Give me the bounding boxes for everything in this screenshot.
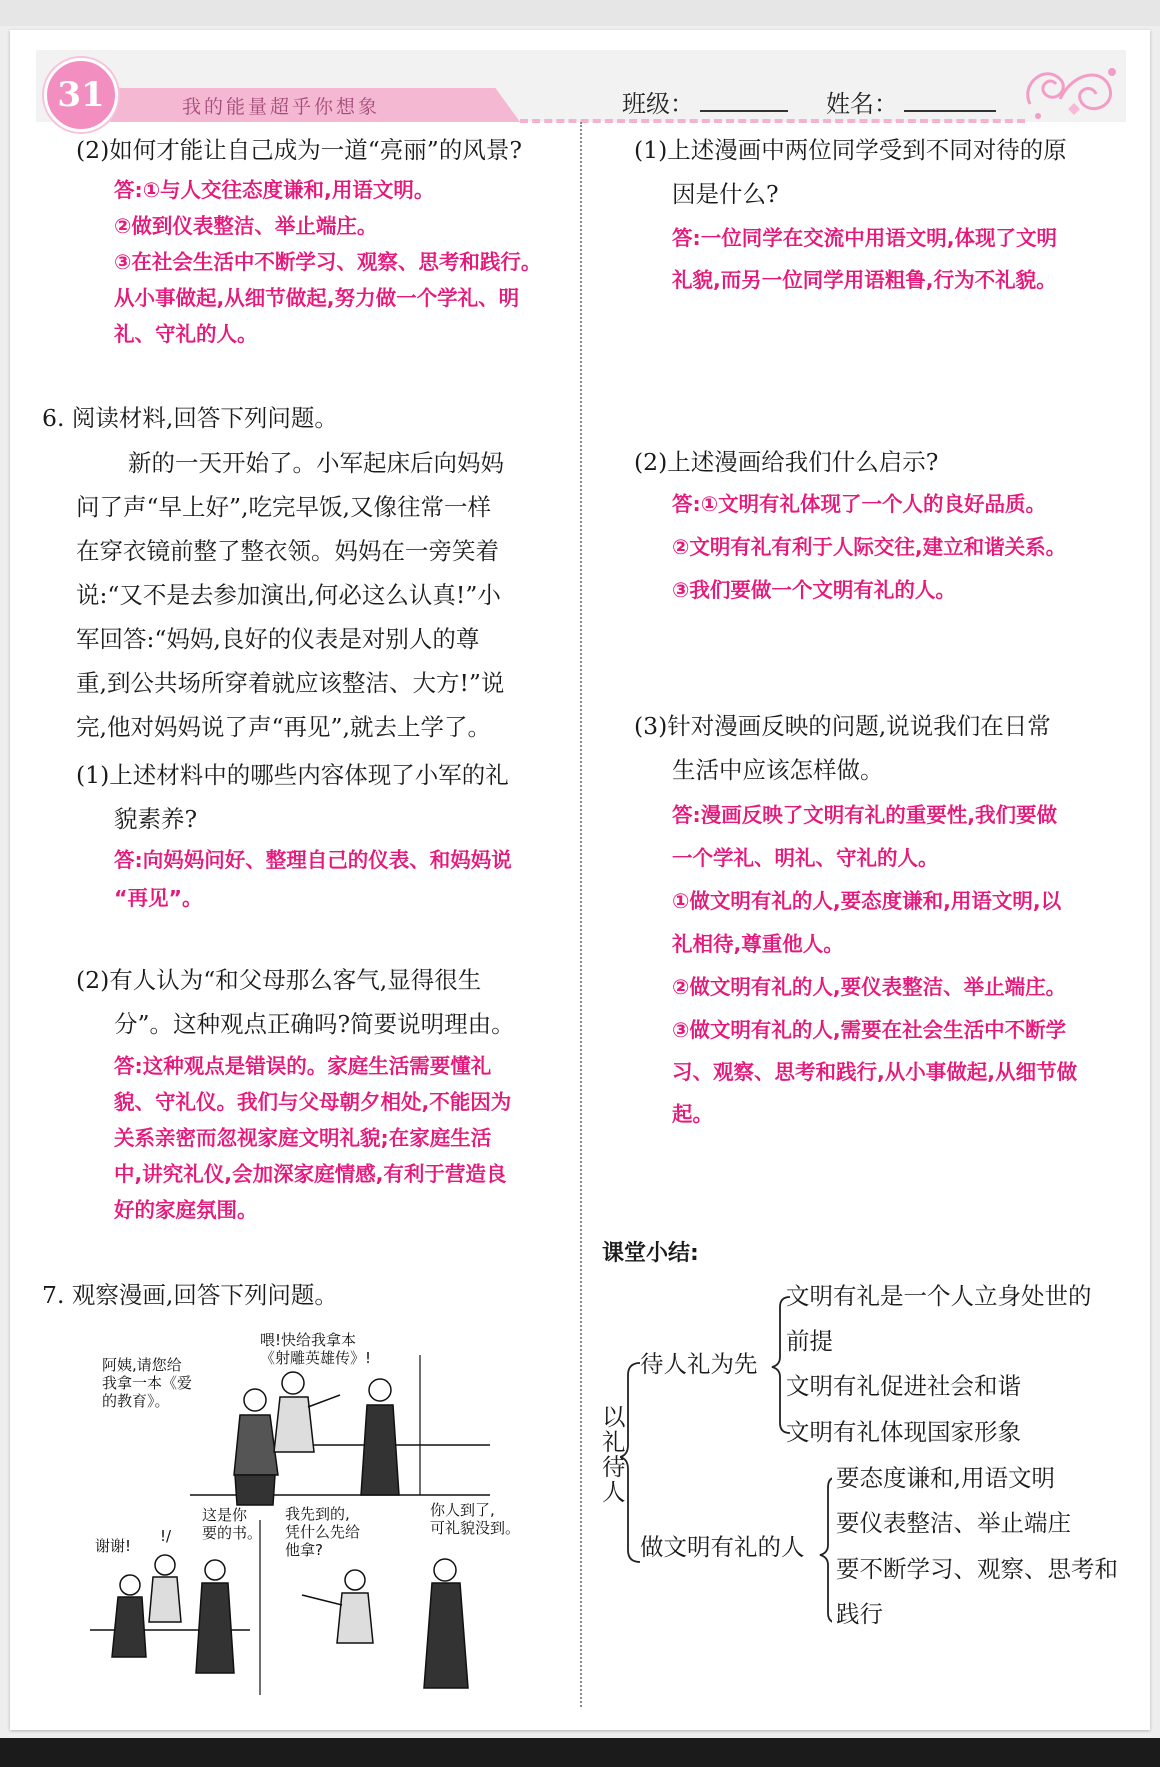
cartoon-bubble-2-line-1: 喂!快给我拿本 bbox=[260, 1331, 357, 1349]
cartoon-bubble-6-line-1: 我先到的, bbox=[285, 1505, 350, 1523]
q7-3-answer-line-5: ②做文明有礼的人,要仪表整洁、举止端庄。 bbox=[672, 975, 1067, 999]
q6-material-line-6: 重,到公共场所穿着就应该整洁、大方!”说 bbox=[76, 669, 505, 697]
q7-2-answer-line-3: ③我们要做一个文明有礼的人。 bbox=[672, 578, 956, 602]
q6-2-title-line-2: 分”。这种观点正确吗?简要说明理由。 bbox=[114, 1010, 515, 1038]
header-slogan: 我的能量超乎你想象 bbox=[182, 96, 381, 118]
summary-branch-2: 做文明有礼的人 bbox=[640, 1533, 805, 1561]
class-blank bbox=[700, 110, 788, 112]
cartoon-bubble-4: !/ bbox=[160, 1527, 172, 1545]
q7-1-answer-line-2: 礼貌,而另一位同学用语粗鲁,行为不礼貌。 bbox=[672, 268, 1057, 292]
page-number: 31 bbox=[44, 58, 118, 132]
cartoon-bubble-2-line-2: 《射雕英雄传》! bbox=[260, 1349, 372, 1367]
q6-2-answer-line-2: 貌、守礼仪。我们与父母朝夕相处,不能因为 bbox=[114, 1090, 512, 1114]
q6-1-answer-line-2: “再见”。 bbox=[114, 886, 203, 910]
summary-branch-2-item-2: 要仪表整洁、举止端庄 bbox=[836, 1509, 1071, 1537]
cartoon-bubble-5-line-1: 这是你 bbox=[202, 1506, 248, 1524]
q6-material-line-1: 新的一天开始了。小军起床后向妈妈 bbox=[128, 449, 504, 477]
cartoon-bubble-1-line-1: 阿姨,请您给 bbox=[102, 1356, 182, 1374]
cartoon-bubble-3: 谢谢! bbox=[95, 1537, 132, 1555]
q2-answer-line-3: ③在社会生活中不断学习、观察、思考和践行。 bbox=[114, 250, 542, 274]
header-dash-line bbox=[520, 119, 1025, 123]
cartoon-bubble-7-line-1: 你人到了, bbox=[430, 1501, 495, 1519]
summary-title: 课堂小结: bbox=[602, 1241, 699, 1266]
cartoon-bubble-6-line-2: 凭什么先给 bbox=[285, 1523, 361, 1541]
q7-3-answer-line-8: 起。 bbox=[672, 1102, 713, 1126]
flourish-ornament-icon bbox=[1020, 54, 1125, 126]
cartoon-bubble-5-line-2: 要的书。 bbox=[202, 1524, 263, 1542]
q7-1-answer-line-1: 答:一位同学在交流中用语文明,体现了文明 bbox=[672, 226, 1057, 250]
cartoon-bubble-1-line-2: 我拿一本《爱 bbox=[102, 1374, 193, 1392]
cartoon-bubble-1-line-3: 的教育》。 bbox=[102, 1392, 170, 1410]
class-label: 班级： bbox=[622, 91, 694, 118]
q6-2-answer-line-1: 答:这种观点是错误的。家庭生活需要懂礼 bbox=[114, 1054, 492, 1078]
q6-material-line-2: 问了声“早上好”,吃完早饭,又像往常一样 bbox=[76, 493, 491, 521]
summary-branch-1-item-3: 文明有礼体现国家形象 bbox=[786, 1418, 1021, 1446]
q6-material-line-7: 完,他对妈妈说了声“再见”,就去上学了。 bbox=[76, 713, 491, 741]
name-blank bbox=[904, 110, 996, 112]
q6-1-title-line-1: (1)上述材料中的哪些内容体现了小军的礼 bbox=[76, 761, 509, 789]
q7-2-title: (2)上述漫画给我们什么启示? bbox=[634, 448, 939, 476]
summary-root-char-3: 待 bbox=[602, 1453, 626, 1481]
summary-branch-2-item-1: 要态度谦和,用语文明 bbox=[836, 1464, 1055, 1492]
summary-branch-2-item-3-cont: 践行 bbox=[836, 1600, 883, 1628]
q7-3-answer-line-6: ③做文明有礼的人,需要在社会生活中不断学 bbox=[672, 1018, 1067, 1042]
q6-material-line-4: 说:“又不是去参加演出,何必这么认真!”小 bbox=[76, 581, 501, 609]
q7-3-answer-line-1: 答:漫画反映了文明有礼的重要性,我们要做 bbox=[672, 803, 1057, 827]
summary-root-char-1: 以 bbox=[602, 1403, 626, 1431]
q2-answer-line-4: 从小事做起,从细节做起,努力做一个学礼、明 bbox=[114, 286, 520, 310]
q7-1-title-line-1: (1)上述漫画中两位同学受到不同对待的原 bbox=[634, 136, 1067, 164]
q6-2-answer-line-3: 关系亲密而忽视家庭文明礼貌;在家庭生活 bbox=[114, 1126, 492, 1150]
q7-3-answer-line-7: 习、观察、思考和践行,从小事做起,从细节做 bbox=[672, 1060, 1078, 1084]
q7-2-answer-line-2: ②文明有礼有利于人际交往,建立和谐关系。 bbox=[672, 535, 1067, 559]
q6-2-title-line-1: (2)有人认为“和父母那么客气,显得很生 bbox=[76, 966, 482, 994]
q2-title: (2)如何才能让自己成为一道“亮丽”的风景? bbox=[76, 136, 522, 164]
q7-2-answer-line-1: 答:①文明有礼体现了一个人的良好品质。 bbox=[672, 492, 1047, 516]
q6-title: 6. 阅读材料,回答下列问题。 bbox=[42, 404, 338, 432]
name-label: 姓名： bbox=[826, 91, 898, 118]
q6-material-line-5: 军回答:“妈妈,良好的仪表是对别人的尊 bbox=[76, 625, 480, 653]
manners-cartoon bbox=[90, 1325, 550, 1695]
summary-branch-1: 待人礼为先 bbox=[640, 1350, 758, 1378]
q6-material-line-3: 在穿衣镜前整了整衣领。妈妈在一旁笑着 bbox=[76, 537, 499, 565]
bottom-strip bbox=[0, 1738, 1160, 1767]
column-divider bbox=[580, 122, 582, 1707]
q7-3-answer-line-4: 礼相待,尊重他人。 bbox=[672, 932, 844, 956]
cartoon-bubble-7-line-2: 可礼貌没到。 bbox=[430, 1519, 521, 1537]
summary-branch-1-item-2: 文明有礼促进社会和谐 bbox=[786, 1372, 1021, 1400]
top-strip bbox=[0, 0, 1160, 26]
q7-1-title-line-2: 因是什么? bbox=[672, 180, 779, 208]
q7-3-title-line-1: (3)针对漫画反映的问题,说说我们在日常 bbox=[634, 712, 1051, 740]
summary-branch-1-item-1: 文明有礼是一个人立身处世的 bbox=[786, 1282, 1092, 1310]
q7-3-answer-line-2: 一个学礼、明礼、守礼的人。 bbox=[672, 846, 939, 870]
summary-root-char-2: 礼 bbox=[602, 1428, 626, 1456]
q6-1-title-line-2: 貌素养? bbox=[114, 805, 198, 833]
q7-title: 7. 观察漫画,回答下列问题。 bbox=[42, 1281, 338, 1309]
cartoon-bubble-6-line-3: 他拿? bbox=[285, 1541, 323, 1559]
q2-answer-line-5: 礼、守礼的人。 bbox=[114, 322, 258, 346]
summary-branch-1-item-1-cont: 前提 bbox=[786, 1327, 833, 1355]
q7-3-answer-line-3: ①做文明有礼的人,要态度谦和,用语文明,以 bbox=[672, 889, 1062, 913]
q6-2-answer-line-5: 好的家庭氛围。 bbox=[114, 1198, 258, 1222]
q6-2-answer-line-4: 中,讲究礼仪,会加深家庭情感,有利于营造良 bbox=[114, 1162, 507, 1186]
summary-root-char-4: 人 bbox=[602, 1478, 626, 1506]
summary-branch-2-item-3: 要不断学习、观察、思考和 bbox=[836, 1555, 1118, 1583]
q2-answer-line-2: ②做到仪表整洁、举止端庄。 bbox=[114, 214, 378, 238]
q7-3-title-line-2: 生活中应该怎样做。 bbox=[672, 756, 884, 784]
q2-answer-line-1: 答:①与人交往态度谦和,用语文明。 bbox=[114, 178, 435, 202]
q6-1-answer-line-1: 答:向妈妈问好、整理自己的仪表、和妈妈说 bbox=[114, 848, 512, 872]
